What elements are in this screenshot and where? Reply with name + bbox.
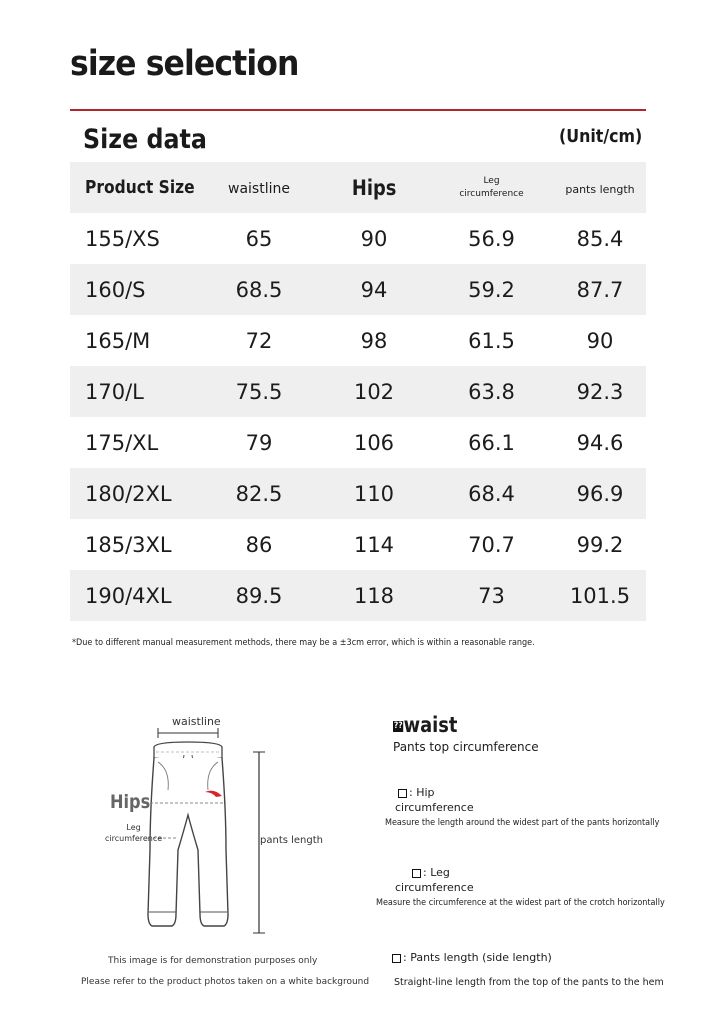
legend-length-description: Straight-line length from the top of the pants to the hem (394, 977, 664, 988)
diagram-hips-label: Hips (110, 791, 151, 813)
table-cell-size: 185/3XL (85, 532, 172, 557)
table-cell-hips: 94 (360, 277, 388, 302)
pants-illustration (0, 700, 360, 1000)
table-header-row (70, 162, 646, 213)
table-cell-leg: 56.9 (468, 226, 515, 251)
column-header-pants-length: pants length (565, 183, 635, 196)
table-cell-leg: 61.5 (468, 328, 515, 353)
table-cell-waist: 82.5 (235, 481, 283, 506)
legend-waist-title: ??waist (393, 713, 458, 737)
table-cell-waist: 79 (245, 430, 273, 455)
table-cell-length: 101.5 (569, 583, 631, 608)
table-cell-size: 180/2XL (85, 481, 172, 506)
table-cell-waist: 89.5 (235, 583, 283, 608)
table-row (70, 213, 646, 264)
column-header-size: Product Size (85, 177, 195, 198)
table-cell-size: 165/M (85, 328, 151, 353)
table-cell-waist: 75.5 (235, 379, 283, 404)
table-row (70, 315, 646, 366)
table-cell-length: 85.4 (576, 226, 624, 251)
demo-note-line1: This image is for demonstration purposes only (108, 956, 318, 966)
legend-leg-title: : Leg (412, 866, 450, 879)
table-cell-length: 90 (586, 328, 614, 353)
table-cell-size: 155/XS (85, 226, 160, 251)
table-cell-length: 96.9 (576, 481, 624, 506)
table-cell-length: 94.6 (576, 430, 624, 455)
table-cell-hips: 106 (353, 430, 395, 455)
table-cell-leg: 70.7 (468, 532, 515, 557)
table-row (70, 519, 646, 570)
measurement-note: *Due to different manual measurement methods, there may be a ±3cm error, which is within a reasonable range. (72, 638, 535, 648)
table-row (70, 468, 646, 519)
table-cell-hips: 102 (353, 379, 395, 404)
column-header-leg-circumference: Leg circumference (459, 175, 524, 199)
legend-waist-description: Pants top circumference (393, 740, 539, 754)
table-cell-size: 160/S (85, 277, 146, 302)
diagram-waist-label: waistline (172, 715, 221, 728)
table-cell-length: 92.3 (576, 379, 624, 404)
diagram-length-label: pants length (260, 835, 323, 846)
pants-diagram (0, 700, 370, 1000)
table-cell-waist: 65 (245, 226, 273, 251)
diagram-leg-label: Leg circumference (105, 823, 163, 843)
table-cell-length: 99.2 (576, 532, 624, 557)
table-cell-waist: 86 (245, 532, 273, 557)
table-cell-leg: 63.8 (468, 379, 515, 404)
demo-note-line2: Please refer to the product photos taken on a white background (81, 977, 370, 987)
table-row (70, 264, 646, 315)
size-table (70, 162, 646, 621)
legend-hip-title: : Hip (398, 786, 435, 799)
table-row (70, 417, 646, 468)
table-row (70, 570, 646, 621)
table-cell-length: 87.7 (576, 277, 624, 302)
table-cell-leg: 59.2 (468, 277, 515, 302)
legend-leg-description: Measure the circumference at the widest part of the crotch horizontally (376, 898, 665, 908)
table-cell-waist: 72 (245, 328, 273, 353)
hip-badge-icon (398, 789, 407, 798)
legend-hip-subtitle: circumference (395, 801, 474, 814)
table-cell-hips: 114 (353, 532, 395, 557)
legend-length-title: : Pants length (side length) (392, 951, 552, 964)
table-cell-leg: 66.1 (468, 430, 515, 455)
title-divider (70, 109, 646, 111)
table-cell-size: 170/L (85, 379, 144, 404)
waist-badge-icon: ?? (393, 720, 403, 731)
column-header-hips: Hips (351, 175, 397, 200)
legend-leg-subtitle: circumference (395, 881, 474, 894)
section-title: Size data (83, 124, 207, 155)
table-cell-waist: 68.5 (235, 277, 283, 302)
table-cell-hips: 110 (353, 481, 395, 506)
legend-hip-description: Measure the length around the widest part of the pants horizontally (385, 818, 660, 828)
table-row (70, 366, 646, 417)
page-title: size selection (70, 44, 299, 84)
column-header-waistline: waistline (228, 181, 290, 197)
unit-label: (Unit/cm) (559, 126, 643, 147)
table-cell-size: 175/XL (85, 430, 159, 455)
length-badge-icon (392, 954, 401, 963)
table-cell-hips: 90 (360, 226, 388, 251)
leg-badge-icon (412, 869, 421, 878)
table-cell-hips: 98 (360, 328, 388, 353)
table-cell-size: 190/4XL (85, 583, 172, 608)
table-cell-hips: 118 (353, 583, 395, 608)
table-cell-leg: 68.4 (468, 481, 515, 506)
table-cell-leg: 73 (478, 583, 505, 608)
